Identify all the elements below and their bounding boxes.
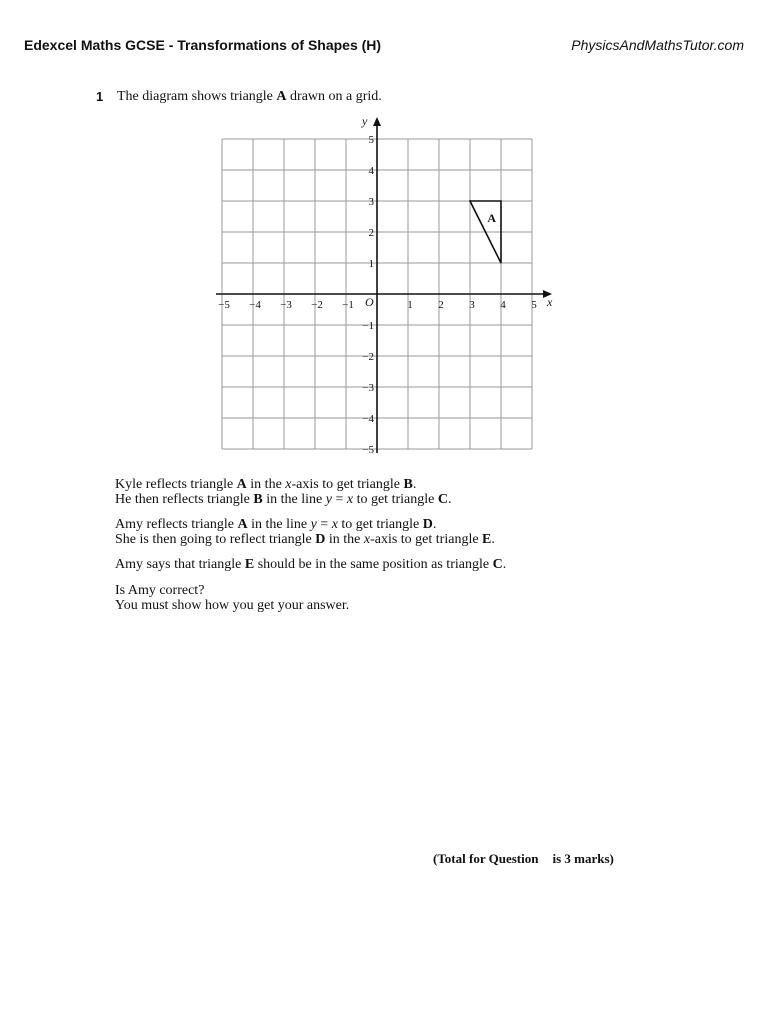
amy-claim-line: [115, 557, 506, 572]
kyle-paragraph: [115, 477, 451, 507]
text: He then reflects triangle: [115, 492, 254, 507]
header-site: PhysicsAndMathsTutor.com: [571, 37, 744, 53]
text: in the line: [262, 492, 326, 507]
total-marks-value: is 3 marks): [552, 851, 614, 866]
triangle-label: A: [487, 211, 497, 226]
triangle-c-ref: C: [492, 557, 503, 572]
text: should be in the same position as triangle: [254, 557, 493, 572]
prompt-line-1: Is Amy correct?: [115, 583, 205, 598]
text: to get triangle: [353, 492, 438, 507]
question-number: 1: [96, 89, 104, 104]
text: in the line: [247, 517, 311, 532]
x-tick-label: −3: [280, 299, 292, 311]
y-tick-label: 4: [368, 165, 374, 177]
text: to get triangle: [337, 517, 423, 532]
text: =: [316, 517, 332, 532]
y-tick-label: −2: [362, 351, 374, 363]
text: Amy says that triangle: [115, 557, 245, 572]
total-label: (Total for Question: [433, 851, 539, 866]
y-tick-label: −4: [362, 413, 374, 425]
intro-text: The diagram shows triangle: [117, 89, 277, 104]
text: .: [447, 492, 452, 507]
y-tick-label: −5: [362, 444, 374, 456]
y-axis-label: y: [362, 115, 368, 128]
x-tick-label: −4: [249, 299, 261, 311]
x-tick-label: −2: [311, 299, 323, 311]
y-tick-label: 3: [368, 196, 374, 208]
amy-paragraph: [115, 517, 495, 547]
x-variable: x: [363, 532, 371, 547]
amy-line-2: [115, 532, 495, 547]
text: She is then going to reflect triangle: [115, 532, 316, 547]
triangle-d-ref: D: [315, 532, 326, 547]
text: in the: [246, 477, 286, 492]
intro-triangle-a: A: [276, 89, 287, 104]
y-tick-label: 5: [368, 134, 374, 146]
x-tick-label: −5: [218, 299, 230, 311]
intro-text: drawn on a grid.: [286, 89, 382, 104]
x-tick-label: −1: [342, 299, 354, 311]
x-tick-label: 3: [469, 299, 475, 311]
x-variable: x: [285, 477, 292, 492]
x-tick-label: 2: [438, 299, 444, 311]
text: -axis to get triangle: [370, 532, 483, 547]
triangle-a-ref: A: [237, 517, 248, 532]
text: Kyle reflects triangle: [115, 477, 237, 492]
total-marks: [433, 851, 614, 867]
origin-label: O: [365, 295, 374, 309]
amy-line-1: [115, 517, 495, 532]
y-variable: y: [325, 492, 332, 507]
y-axis-arrowhead: [373, 117, 381, 126]
triangle-b-ref: B: [403, 477, 413, 492]
triangle-e-ref: E: [244, 557, 255, 572]
text: .: [432, 517, 437, 532]
triangle-d-ref: D: [422, 517, 433, 532]
x-tick-label: 1: [407, 299, 413, 311]
text: -axis to get triangle: [291, 477, 404, 492]
text: Amy reflects triangle: [115, 517, 238, 532]
question-intro: [117, 89, 382, 105]
y-tick-label: 2: [368, 227, 374, 239]
triangle-b-ref: B: [253, 492, 263, 507]
y-tick-label: −3: [362, 382, 374, 394]
x-variable: x: [346, 492, 354, 507]
text: .: [502, 557, 507, 572]
triangle-e-ref: E: [482, 532, 492, 547]
y-variable: y: [310, 517, 317, 532]
text: in the: [325, 532, 364, 547]
y-tick-label: 1: [368, 258, 374, 270]
triangle-c-ref: C: [437, 492, 448, 507]
kyle-line-1: [115, 477, 451, 492]
x-tick-label: 5: [531, 299, 537, 311]
amy-claim: [115, 557, 506, 572]
x-variable: x: [331, 517, 338, 532]
triangle-a-ref: A: [236, 477, 247, 492]
prompt-paragraph: [115, 583, 349, 613]
text: .: [412, 477, 417, 492]
text: .: [491, 532, 495, 547]
coordinate-grid-diagram: [200, 115, 570, 460]
coordinate-grid: [200, 115, 570, 460]
kyle-line-2: [115, 492, 451, 507]
x-axis-label: x: [547, 295, 553, 309]
prompt-line-2: You must show how you get your answer.: [115, 598, 350, 613]
x-tick-label: 4: [500, 299, 506, 311]
y-tick-label: −1: [362, 320, 374, 332]
text: =: [331, 492, 347, 507]
header-title: Edexcel Maths GCSE - Transformations of Shapes (H): [24, 37, 382, 53]
